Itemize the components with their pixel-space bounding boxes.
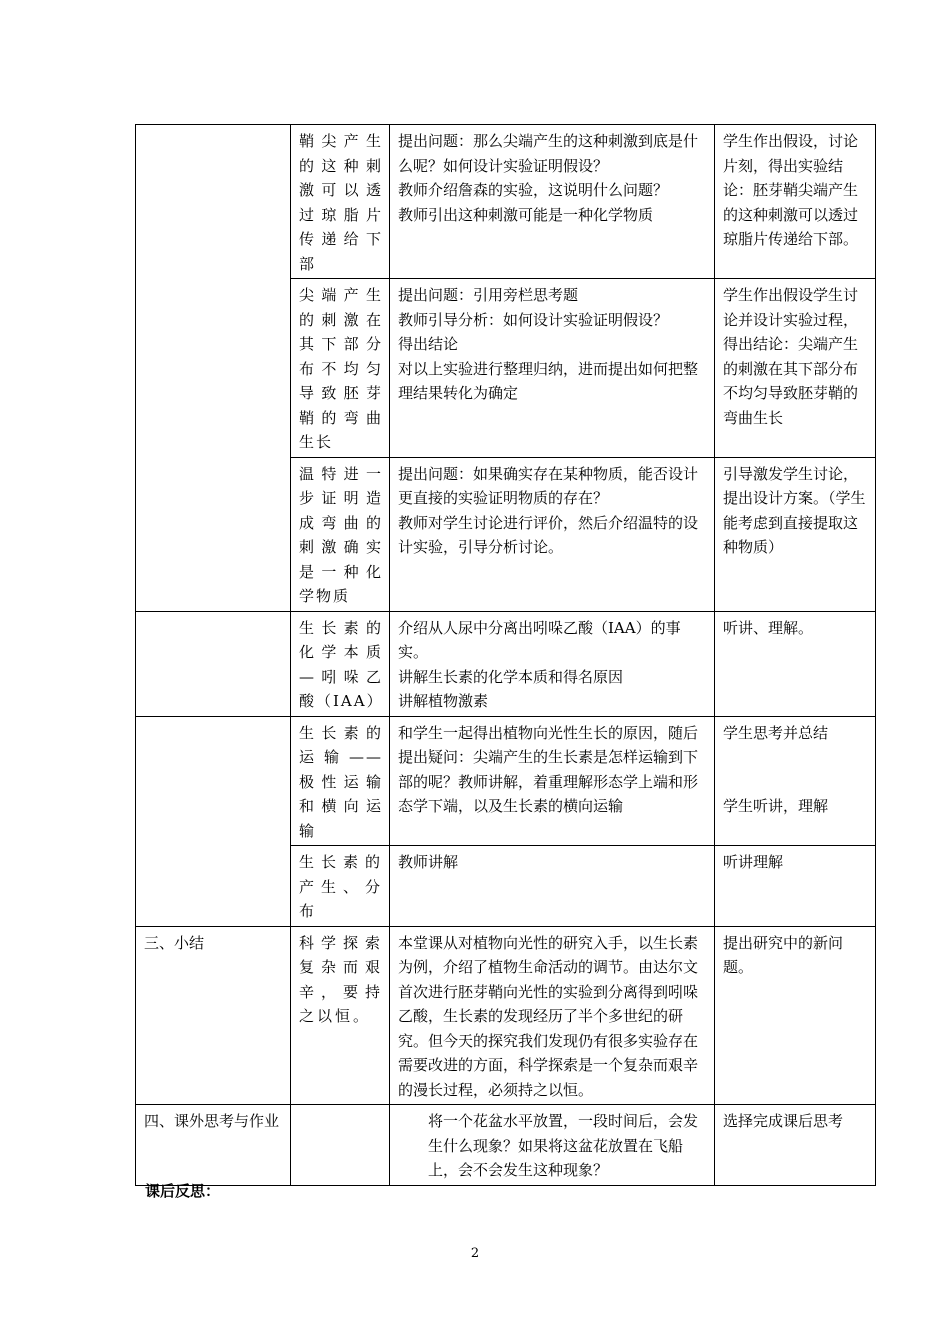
student-line: 学生作出假设，讨论片刻，得出实验结论：胚芽鞘尖端产生的这种刺激可以透过琼脂片传递给下部。 (723, 132, 859, 248)
student-activity-cell (715, 1105, 876, 1186)
topic-cell: 鞘尖产生的这种刺激可以透过琼脂片传递给下部 (291, 125, 390, 279)
student-line: 提出研究中的新问题。 (723, 933, 844, 976)
teacher-line: 提出问题：那么尖端产生的这种刺激到底是什么呢？如何设计实验证明假设？ (398, 132, 699, 175)
teacher-line: 讲解生长素的化学本质和得名原因 (398, 667, 624, 686)
table-row (136, 716, 876, 846)
teacher-line: 教师介绍詹森的实验，这说明什么问题？ (398, 181, 669, 199)
teacher-activity-cell (390, 926, 715, 1105)
teacher-line: 教师讲解 (398, 853, 459, 871)
student-activity-cell (715, 125, 876, 279)
lesson-plan-table (135, 124, 876, 1186)
spacer (723, 745, 869, 794)
student-activity-cell (715, 846, 876, 927)
student-activity-cell (715, 457, 876, 611)
teacher-activity-cell (390, 279, 715, 458)
student-activity-cell (715, 716, 876, 846)
topic-cell: 科学探索复杂而艰辛，要持之以恒。 (291, 926, 390, 1105)
table-row (136, 611, 876, 716)
page-number: 2 (470, 1246, 480, 1261)
teacher-line: 将一个花盆水平放置，一段时间后，会发生什么现象？如果将这盆花放置在飞船上，会不会发生这种现象？ (428, 1112, 699, 1179)
topic-cell (291, 1105, 390, 1186)
teacher-line: 提出问题：如果确实存在某种物质，能否设计更直接的实验证明物质的存在？ (398, 464, 699, 507)
student-line: 听讲理解 (723, 853, 784, 871)
student-line: 学生作出假设学生讨论并设计实验过程，得出结论：尖端产生的刺激在其下部分布不均匀导致胚芽鞘的弯曲生长 (723, 286, 859, 427)
teacher-line: 得出结论 (398, 335, 459, 353)
table-row (136, 1105, 876, 1186)
teacher-activity-cell (390, 125, 715, 279)
teacher-line: 教师对学生讨论进行评价，然后介绍温特的设计实验，引导分析讨论。 (398, 513, 699, 556)
teacher-line: 和学生一起得出植物向光性生长的原因，随后提出疑问：尖端产生的生长素是怎样运输到下部的呢？教师讲解，着重理解形态学上端和形态学下端，以及生长素的横向运输 (398, 723, 699, 815)
stage-cell: 四、课外思考与作业 (136, 1105, 291, 1186)
student-activity-cell (715, 926, 876, 1105)
stage-cell (136, 716, 291, 926)
teacher-line: 教师引出这种刺激可能是一种化学物质 (398, 205, 654, 224)
teacher-activity-cell (390, 1105, 715, 1186)
teacher-line: 提出问题：引用旁栏思考题 (398, 286, 579, 304)
student-line: 学生思考并总结 (723, 723, 829, 742)
teacher-activity-cell (390, 457, 715, 611)
teacher-line: 讲解植物激素 (398, 692, 489, 710)
stage-cell (136, 125, 291, 612)
teacher-line: 对以上实验进行整理归纳，进而提出如何把整理结果转化为确定 (398, 359, 699, 402)
teacher-activity-cell (390, 846, 715, 927)
stage-cell (136, 611, 291, 716)
student-line: 学生听讲，理解 (723, 797, 829, 815)
student-line: 选择完成课后思考 (723, 1112, 844, 1130)
table-row (136, 125, 876, 279)
student-line: 引导激发学生讨论，提出设计方案。（学生能考虑到直接提取这种物质） (723, 464, 866, 556)
student-activity-cell (715, 611, 876, 716)
teacher-line: 本堂课从对植物向光性的研究入手，以生长素为例，介绍了植物生命活动的调节。由达尔文首次进行胚芽鞘向光性的实验到分离得到吲哚乙酸，生长素的发现经历了半个多世纪的研究。但今天的探究我们发现仍有很多实验存在需要改进的方面，科学探索是一个复杂而艰辛的漫长过程，必须持之以恒。 (398, 933, 699, 1099)
teacher-line: 介绍从人尿中分离出吲哚乙酸（IAA）的事实。 (398, 618, 681, 661)
topic-cell: 温特进一步证明造成弯曲的刺激确实是一种化学物质 (291, 457, 390, 611)
student-line: 听讲、理解。 (723, 618, 814, 637)
teacher-line: 教师引导分析：如何设计实验证明假设？ (398, 310, 669, 329)
stage-cell: 三、小结 (136, 926, 291, 1105)
student-activity-cell (715, 279, 876, 458)
after-class-reflection-label: 课后反思： (145, 1182, 221, 1200)
table-row (136, 926, 876, 1105)
teacher-activity-cell (390, 611, 715, 716)
topic-cell: 尖端产生的刺激在其下部分布不均匀导致胚芽鞘的弯曲生长 (291, 279, 390, 458)
topic-cell: 生长素的产生、分布 (291, 846, 390, 927)
topic-cell: 生长素的运输——极性运输和横向运输 (291, 716, 390, 846)
topic-cell: 生长素的化学本质—吲哚乙酸（IAA） (291, 611, 390, 716)
teacher-activity-cell (390, 716, 715, 846)
